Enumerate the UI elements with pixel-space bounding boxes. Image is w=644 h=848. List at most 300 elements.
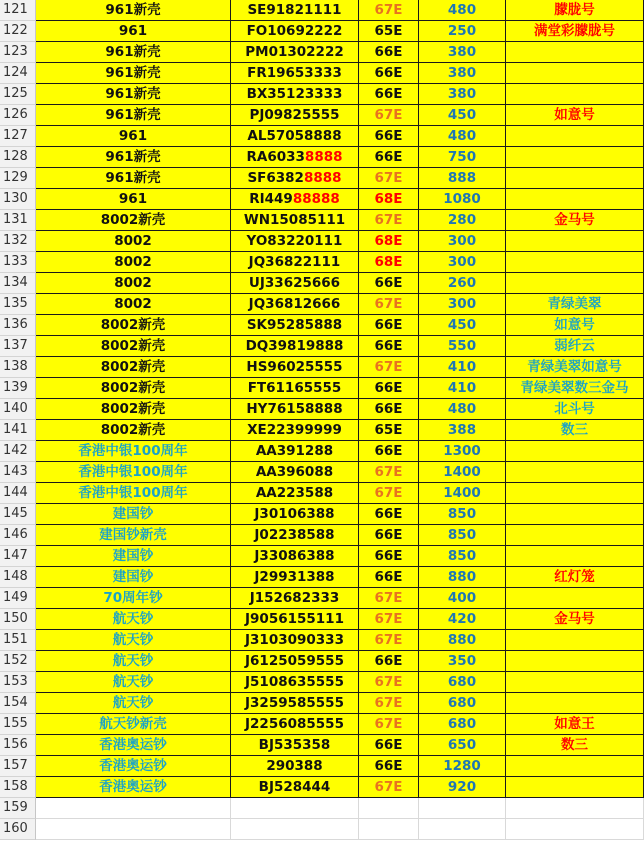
- empty-cell[interactable]: [231, 798, 359, 819]
- row-header[interactable]: 148: [0, 567, 36, 588]
- cell-name[interactable]: 8002新壳: [36, 336, 231, 357]
- cell-name[interactable]: 航天钞: [36, 630, 231, 651]
- row-header[interactable]: 143: [0, 462, 36, 483]
- table-row: [0, 336, 644, 357]
- cell-serial[interactable]: [231, 378, 359, 399]
- cell-note[interactable]: [506, 756, 644, 777]
- cell-serial[interactable]: [231, 105, 359, 126]
- cell-price[interactable]: 410: [419, 378, 506, 399]
- cell-name[interactable]: 961: [36, 21, 231, 42]
- table-row: [0, 63, 644, 84]
- cell-grade[interactable]: 67E: [359, 168, 419, 189]
- serial-text: JQ36822111: [248, 254, 341, 270]
- cell-name[interactable]: 961新壳: [36, 63, 231, 84]
- cell-note[interactable]: 金马号: [506, 210, 644, 231]
- row-header[interactable]: 127: [0, 126, 36, 147]
- row-header[interactable]: 125: [0, 84, 36, 105]
- cell-name[interactable]: 建国钞: [36, 504, 231, 525]
- cell-serial[interactable]: [231, 735, 359, 756]
- cell-serial[interactable]: [231, 63, 359, 84]
- row-header[interactable]: 140: [0, 399, 36, 420]
- cell-note[interactable]: [506, 777, 644, 798]
- cell-price[interactable]: 380: [419, 42, 506, 63]
- cell-grade[interactable]: 66E: [359, 147, 419, 168]
- serial-text: HS96025555: [246, 359, 343, 375]
- cell-serial[interactable]: [231, 0, 359, 21]
- cell-grade[interactable]: 67E: [359, 462, 419, 483]
- cell-name[interactable]: 建国钞: [36, 546, 231, 567]
- cell-name[interactable]: 8002新壳: [36, 399, 231, 420]
- cell-note[interactable]: [506, 126, 644, 147]
- cell-serial[interactable]: [231, 504, 359, 525]
- cell-serial[interactable]: [231, 147, 359, 168]
- serial-highlight: 8888: [304, 149, 343, 165]
- empty-cell[interactable]: [359, 798, 419, 819]
- cell-serial[interactable]: [231, 588, 359, 609]
- cell-serial[interactable]: [231, 357, 359, 378]
- row-header[interactable]: 153: [0, 672, 36, 693]
- cell-grade[interactable]: 66E: [359, 273, 419, 294]
- cell-serial[interactable]: [231, 651, 359, 672]
- cell-price[interactable]: 1300: [419, 441, 506, 462]
- cell-grade[interactable]: 66E: [359, 756, 419, 777]
- cell-serial[interactable]: [231, 189, 359, 210]
- cell-serial[interactable]: [231, 567, 359, 588]
- cell-grade[interactable]: 66E: [359, 336, 419, 357]
- cell-grade[interactable]: 67E: [359, 630, 419, 651]
- row-header[interactable]: 146: [0, 525, 36, 546]
- cell-note[interactable]: [506, 525, 644, 546]
- cell-grade[interactable]: 67E: [359, 210, 419, 231]
- cell-note[interactable]: [506, 84, 644, 105]
- cell-serial[interactable]: [231, 168, 359, 189]
- cell-note[interactable]: [506, 147, 644, 168]
- cell-grade[interactable]: 66E: [359, 42, 419, 63]
- cell-price[interactable]: 550: [419, 336, 506, 357]
- cell-price[interactable]: 880: [419, 567, 506, 588]
- cell-note[interactable]: 青绿美翠数三金马: [506, 378, 644, 399]
- cell-note[interactable]: [506, 231, 644, 252]
- cell-grade[interactable]: 67E: [359, 0, 419, 21]
- cell-note[interactable]: [506, 546, 644, 567]
- table-row: [0, 168, 644, 189]
- cell-name[interactable]: 961新壳: [36, 42, 231, 63]
- cell-note[interactable]: [506, 462, 644, 483]
- cell-serial[interactable]: [231, 126, 359, 147]
- serial-text: RA6033: [246, 149, 305, 165]
- cell-price[interactable]: 480: [419, 0, 506, 21]
- cell-price[interactable]: 680: [419, 714, 506, 735]
- row-header[interactable]: 141: [0, 420, 36, 441]
- cell-name[interactable]: 香港奥运钞: [36, 756, 231, 777]
- cell-note[interactable]: [506, 588, 644, 609]
- cell-name[interactable]: 961: [36, 126, 231, 147]
- serial-text: J30106388: [254, 506, 335, 522]
- table-row: [0, 441, 644, 462]
- cell-grade[interactable]: 67E: [359, 105, 419, 126]
- cell-note[interactable]: 红灯笼: [506, 567, 644, 588]
- empty-cell[interactable]: [36, 798, 231, 819]
- cell-price[interactable]: 850: [419, 546, 506, 567]
- serial-highlight: 88888: [292, 191, 340, 207]
- cell-name[interactable]: 香港奥运钞: [36, 735, 231, 756]
- cell-name[interactable]: 8002新壳: [36, 378, 231, 399]
- cell-name[interactable]: 香港中银100周年: [36, 441, 231, 462]
- cell-note[interactable]: [506, 168, 644, 189]
- cell-note[interactable]: [506, 483, 644, 504]
- serial-text: AL57058888: [247, 128, 342, 144]
- cell-name[interactable]: 961新壳: [36, 105, 231, 126]
- cell-name[interactable]: 航天钞: [36, 693, 231, 714]
- table-row: [0, 735, 644, 756]
- cell-note[interactable]: 弱纤云: [506, 336, 644, 357]
- cell-price[interactable]: 300: [419, 294, 506, 315]
- serial-text: BX35123333: [246, 86, 343, 102]
- cell-price[interactable]: 300: [419, 252, 506, 273]
- table-row: [0, 609, 644, 630]
- cell-name[interactable]: 香港奥运钞: [36, 777, 231, 798]
- cell-name[interactable]: 961新壳: [36, 84, 231, 105]
- row-header[interactable]: 138: [0, 357, 36, 378]
- row-header[interactable]: 131: [0, 210, 36, 231]
- cell-note[interactable]: [506, 651, 644, 672]
- cell-price[interactable]: 350: [419, 651, 506, 672]
- cell-grade[interactable]: 65E: [359, 420, 419, 441]
- cell-price[interactable]: 380: [419, 63, 506, 84]
- serial-text: SE91821111: [247, 2, 342, 18]
- cell-price[interactable]: 380: [419, 84, 506, 105]
- table-row: [0, 315, 644, 336]
- table-row: [0, 147, 644, 168]
- cell-price[interactable]: 1400: [419, 462, 506, 483]
- table-row: [0, 0, 644, 21]
- cell-serial[interactable]: [231, 252, 359, 273]
- cell-price[interactable]: 450: [419, 105, 506, 126]
- cell-note[interactable]: [506, 693, 644, 714]
- cell-price[interactable]: 1280: [419, 756, 506, 777]
- cell-note[interactable]: 如意号: [506, 315, 644, 336]
- cell-serial[interactable]: [231, 672, 359, 693]
- cell-name[interactable]: 961新壳: [36, 168, 231, 189]
- empty-cell[interactable]: [419, 819, 506, 840]
- table-row: [0, 525, 644, 546]
- cell-price[interactable]: 1400: [419, 483, 506, 504]
- cell-note[interactable]: [506, 189, 644, 210]
- cell-price[interactable]: 260: [419, 273, 506, 294]
- serial-text: BJ528444: [258, 779, 331, 795]
- table-row: [0, 567, 644, 588]
- empty-cell[interactable]: [506, 798, 644, 819]
- serial-highlight: 8888: [303, 170, 342, 186]
- cell-grade[interactable]: 67E: [359, 357, 419, 378]
- cell-price[interactable]: 650: [419, 735, 506, 756]
- cell-serial[interactable]: [231, 210, 359, 231]
- serial-text: PM01302222: [245, 44, 344, 60]
- serial-text: 290388: [266, 758, 323, 774]
- empty-row: [0, 798, 644, 819]
- cell-grade[interactable]: 66E: [359, 441, 419, 462]
- cell-grade[interactable]: 67E: [359, 294, 419, 315]
- cell-note[interactable]: [506, 630, 644, 651]
- cell-serial[interactable]: [231, 609, 359, 630]
- cell-serial[interactable]: [231, 315, 359, 336]
- table-row: [0, 189, 644, 210]
- row-header[interactable]: 159: [0, 798, 36, 819]
- serial-text: UJ33625666: [248, 275, 341, 291]
- cell-grade[interactable]: 66E: [359, 126, 419, 147]
- row-header[interactable]: 136: [0, 315, 36, 336]
- cell-note[interactable]: [506, 504, 644, 525]
- table-row: [0, 252, 644, 273]
- cell-serial[interactable]: [231, 693, 359, 714]
- empty-cell[interactable]: [36, 819, 231, 840]
- row-header[interactable]: 147: [0, 546, 36, 567]
- cell-price[interactable]: 920: [419, 777, 506, 798]
- table-row: [0, 777, 644, 798]
- row-header[interactable]: 122: [0, 21, 36, 42]
- table-row: [0, 672, 644, 693]
- cell-serial[interactable]: [231, 777, 359, 798]
- row-header[interactable]: 150: [0, 609, 36, 630]
- row-header[interactable]: 121: [0, 0, 36, 21]
- row-header[interactable]: 139: [0, 378, 36, 399]
- table-row: [0, 105, 644, 126]
- cell-grade[interactable]: 67E: [359, 483, 419, 504]
- row-header[interactable]: 160: [0, 819, 36, 840]
- cell-name[interactable]: 8002: [36, 294, 231, 315]
- serial-text: AA396088: [255, 464, 334, 480]
- cell-price[interactable]: 1080: [419, 189, 506, 210]
- empty-cell[interactable]: [359, 819, 419, 840]
- serial-text: BJ535358: [258, 737, 331, 753]
- cell-name[interactable]: 航天钞: [36, 651, 231, 672]
- cell-name[interactable]: 航天钞: [36, 672, 231, 693]
- cell-price[interactable]: 680: [419, 693, 506, 714]
- cell-grade[interactable]: 67E: [359, 777, 419, 798]
- cell-grade[interactable]: 68E: [359, 189, 419, 210]
- row-header[interactable]: 124: [0, 63, 36, 84]
- table-row: [0, 378, 644, 399]
- cell-serial[interactable]: [231, 525, 359, 546]
- serial-text: AA391288: [255, 443, 334, 459]
- cell-note[interactable]: [506, 252, 644, 273]
- row-header[interactable]: 128: [0, 147, 36, 168]
- row-header[interactable]: 126: [0, 105, 36, 126]
- cell-serial[interactable]: [231, 336, 359, 357]
- serial-text: J2256085555: [245, 716, 344, 732]
- table-row: [0, 231, 644, 252]
- cell-price[interactable]: 680: [419, 672, 506, 693]
- cell-serial[interactable]: [231, 84, 359, 105]
- cell-price[interactable]: 420: [419, 609, 506, 630]
- cell-name[interactable]: 航天钞: [36, 609, 231, 630]
- row-header[interactable]: 145: [0, 504, 36, 525]
- cell-name[interactable]: 70周年钞: [36, 588, 231, 609]
- cell-grade[interactable]: 68E: [359, 231, 419, 252]
- row-header[interactable]: 158: [0, 777, 36, 798]
- table-row: [0, 21, 644, 42]
- cell-note[interactable]: 朦胧号: [506, 0, 644, 21]
- cell-serial[interactable]: [231, 462, 359, 483]
- cell-name[interactable]: 961新壳: [36, 147, 231, 168]
- cell-grade[interactable]: 65E: [359, 21, 419, 42]
- cell-name[interactable]: 香港中银100周年: [36, 483, 231, 504]
- row-header[interactable]: 130: [0, 189, 36, 210]
- cell-name[interactable]: 香港中银100周年: [36, 462, 231, 483]
- cell-price[interactable]: 388: [419, 420, 506, 441]
- serial-text: J02238588: [254, 527, 335, 543]
- cell-serial[interactable]: [231, 546, 359, 567]
- cell-price[interactable]: 750: [419, 147, 506, 168]
- row-header[interactable]: 133: [0, 252, 36, 273]
- table-row: [0, 42, 644, 63]
- cell-name[interactable]: 建国钞: [36, 567, 231, 588]
- cell-price[interactable]: 250: [419, 21, 506, 42]
- cell-price[interactable]: 410: [419, 357, 506, 378]
- cell-serial[interactable]: [231, 231, 359, 252]
- cell-serial[interactable]: [231, 294, 359, 315]
- row-header[interactable]: 129: [0, 168, 36, 189]
- cell-grade[interactable]: 68E: [359, 252, 419, 273]
- cell-name[interactable]: 8002新壳: [36, 315, 231, 336]
- cell-serial[interactable]: [231, 714, 359, 735]
- table-row: [0, 651, 644, 672]
- row-header[interactable]: 152: [0, 651, 36, 672]
- serial-text: J6125059555: [245, 653, 344, 669]
- cell-note[interactable]: 数三: [506, 735, 644, 756]
- cell-name[interactable]: 建国钞新壳: [36, 525, 231, 546]
- cell-grade[interactable]: 66E: [359, 84, 419, 105]
- cell-price[interactable]: 300: [419, 231, 506, 252]
- cell-grade[interactable]: 67E: [359, 714, 419, 735]
- serial-text: HY76158888: [246, 401, 343, 417]
- cell-name[interactable]: 8002: [36, 252, 231, 273]
- cell-grade[interactable]: 66E: [359, 378, 419, 399]
- cell-note[interactable]: [506, 441, 644, 462]
- cell-price[interactable]: 850: [419, 504, 506, 525]
- table-row: [0, 294, 644, 315]
- cell-serial[interactable]: [231, 756, 359, 777]
- row-header[interactable]: 132: [0, 231, 36, 252]
- cell-serial[interactable]: [231, 420, 359, 441]
- row-header[interactable]: 137: [0, 336, 36, 357]
- cell-grade[interactable]: 66E: [359, 735, 419, 756]
- cell-note[interactable]: 金马号: [506, 609, 644, 630]
- serial-text: YO83220111: [246, 233, 343, 249]
- serial-text: WN15085111: [243, 212, 346, 228]
- table-row: [0, 462, 644, 483]
- row-header[interactable]: 157: [0, 756, 36, 777]
- cell-note[interactable]: 青绿美翠如意号: [506, 357, 644, 378]
- serial-text: J5108635555: [245, 674, 344, 690]
- cell-grade[interactable]: 67E: [359, 672, 419, 693]
- cell-price[interactable]: 400: [419, 588, 506, 609]
- cell-grade[interactable]: 66E: [359, 651, 419, 672]
- cell-note[interactable]: [506, 63, 644, 84]
- row-header[interactable]: 156: [0, 735, 36, 756]
- row-header[interactable]: 142: [0, 441, 36, 462]
- table-row: [0, 588, 644, 609]
- cell-price[interactable]: 280: [419, 210, 506, 231]
- cell-note[interactable]: 满堂彩朦胧号: [506, 21, 644, 42]
- cell-grade[interactable]: 66E: [359, 315, 419, 336]
- serial-text: DQ39819888: [245, 338, 344, 354]
- cell-grade[interactable]: 66E: [359, 546, 419, 567]
- table-row: [0, 483, 644, 504]
- cell-name[interactable]: 961: [36, 189, 231, 210]
- cell-serial[interactable]: [231, 42, 359, 63]
- cell-note[interactable]: 北斗号: [506, 399, 644, 420]
- cell-note[interactable]: 青绿美翠: [506, 294, 644, 315]
- cell-name[interactable]: 8002新壳: [36, 210, 231, 231]
- empty-cell[interactable]: [231, 819, 359, 840]
- row-header[interactable]: 151: [0, 630, 36, 651]
- cell-name[interactable]: 8002新壳: [36, 357, 231, 378]
- cell-name[interactable]: 8002: [36, 231, 231, 252]
- cell-grade[interactable]: 67E: [359, 588, 419, 609]
- row-header[interactable]: 149: [0, 588, 36, 609]
- empty-row: [0, 819, 644, 840]
- cell-price[interactable]: 888: [419, 168, 506, 189]
- serial-text: AA223588: [255, 485, 334, 501]
- table-row: [0, 357, 644, 378]
- cell-serial[interactable]: [231, 441, 359, 462]
- cell-price[interactable]: 850: [419, 525, 506, 546]
- cell-price[interactable]: 880: [419, 630, 506, 651]
- cell-grade[interactable]: 66E: [359, 399, 419, 420]
- cell-price[interactable]: 480: [419, 399, 506, 420]
- cell-note[interactable]: [506, 273, 644, 294]
- cell-grade[interactable]: 66E: [359, 525, 419, 546]
- cell-name[interactable]: 航天钞新壳: [36, 714, 231, 735]
- table-row: [0, 210, 644, 231]
- cell-price[interactable]: 480: [419, 126, 506, 147]
- serial-text: FT61165555: [247, 380, 342, 396]
- table-row: [0, 420, 644, 441]
- cell-serial[interactable]: [231, 399, 359, 420]
- row-header[interactable]: 154: [0, 693, 36, 714]
- serial-text: FR19653333: [247, 65, 342, 81]
- row-header[interactable]: 135: [0, 294, 36, 315]
- cell-serial[interactable]: [231, 483, 359, 504]
- cell-grade[interactable]: 67E: [359, 693, 419, 714]
- cell-serial[interactable]: [231, 21, 359, 42]
- cell-note[interactable]: [506, 672, 644, 693]
- cell-grade[interactable]: 66E: [359, 63, 419, 84]
- table-row: [0, 630, 644, 651]
- row-header[interactable]: 144: [0, 483, 36, 504]
- cell-note[interactable]: [506, 42, 644, 63]
- cell-name[interactable]: 8002: [36, 273, 231, 294]
- row-header[interactable]: 123: [0, 42, 36, 63]
- cell-serial[interactable]: [231, 630, 359, 651]
- cell-serial[interactable]: [231, 273, 359, 294]
- cell-grade[interactable]: 66E: [359, 504, 419, 525]
- row-header[interactable]: 134: [0, 273, 36, 294]
- row-header[interactable]: 155: [0, 714, 36, 735]
- serial-text: J152682333: [249, 590, 340, 606]
- cell-name[interactable]: 8002新壳: [36, 420, 231, 441]
- cell-name[interactable]: 961新壳: [36, 0, 231, 21]
- cell-note[interactable]: 如意王: [506, 714, 644, 735]
- cell-grade[interactable]: 66E: [359, 567, 419, 588]
- empty-cell[interactable]: [506, 819, 644, 840]
- empty-cell[interactable]: [419, 798, 506, 819]
- cell-note[interactable]: 如意号: [506, 105, 644, 126]
- cell-note[interactable]: 数三: [506, 420, 644, 441]
- cell-grade[interactable]: 67E: [359, 609, 419, 630]
- cell-price[interactable]: 450: [419, 315, 506, 336]
